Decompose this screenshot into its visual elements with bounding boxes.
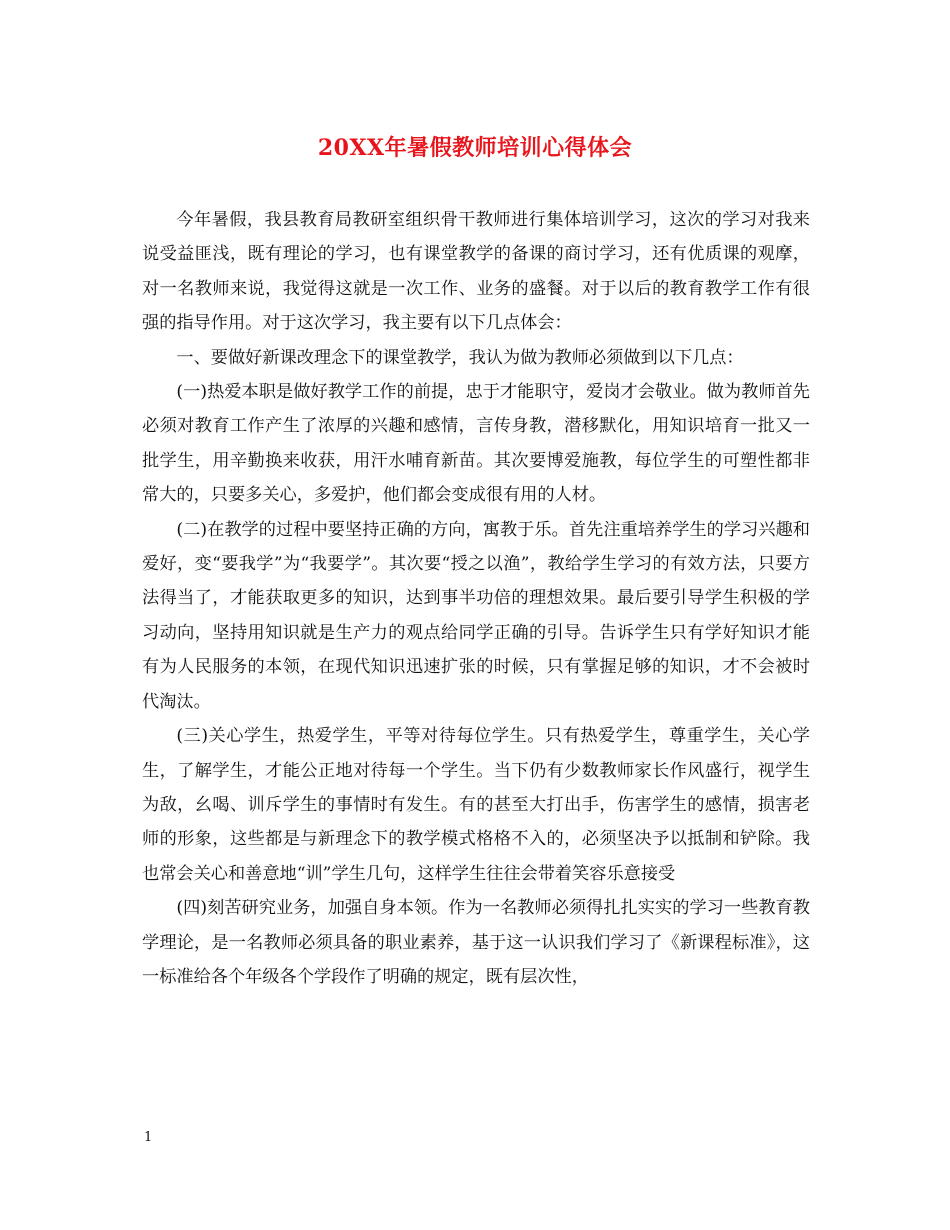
document-title: 20XX年暑假教师培训心得体会 — [317, 135, 633, 161]
page-number: 1 — [144, 1130, 153, 1145]
paragraph-point-three: (三)关心学生，热爱学生，平等对待每位学生。只有热爱学生，尊重学生，关心学生，了解学生，才能公正地对待每一个学生。当下仍有少数教师家长作风盛行，视学生为敌，幺喝、训斥学生的事情时有发生。有的甚至大打出手，伤害学生的感情，损害老师的形象，这些都是与新理念下的教学模式格格不入的，必须坚决予以抵制和铲除。我也常会关心和善意地“训”学生几句，这样学生往往会带着笑容乐意接受 — [142, 726, 810, 884]
paragraph-point-two: (二)在教学的过程中要坚持正确的方向，寓教于乐。首先注重培养学生的学习兴趣和爱好，变“要我学”为“我要学”。其次要“授之以渔”，教给学生学习的有效方法，只要方法得当了，才能获取更多的知识，达到事半功倍的理想效果。最后要引导学生积极的学习动向，坚持用知识就是生产力的观点给同学正确的引导。告诉学生只有学好知识才能有为人民服务的本领，在现代知识迅速扩张的时候，只有掌握足够的知识，才不会被时代淘汰。 — [142, 519, 810, 712]
paragraph-intro: 今年暑假，我县教育局教研室组织骨干教师进行集体培训学习，这次的学习对我来说受益匪浅，既有理论的学习，也有课堂教学的备课的商讨学习，还有优质课的观摩，对一名教师来说，我觉得这就是一次工作、业务的盛餐。对于以后的教育教学工作有很强的指导作用。对于这次学习，我主要有以下几点体会： — [142, 210, 810, 334]
paragraph-section-one: 一、要做好新课改理念下的课堂教学，我认为做为教师必须做到以下几点： — [176, 347, 744, 368]
document-body — [142, 203, 810, 994]
paragraph-point-one: (一)热爱本职是做好教学工作的前提，忠于才能职守，爱岗才会敬业。做为教师首先必须对教育工作产生了浓厚的兴趣和感情，言传身教，潜移默化，用知识培育一批又一批学生，用辛勤换来收获，用汗水哺育新苗。其次要博爱施教，每位学生的可塑性都非常大的，只要多关心，多爱护，他们都会变成很有用的人材。 — [142, 382, 810, 506]
paragraph-point-four: (四)刻苦研究业务，加强自身本领。作为一名教师必须得扎扎实实的学习一些教育教学理论，是一名教师必须具备的职业素养，基于这一认识我们学习了《新课程标准》，这一标准给各个年级各个学段作了明确的规定，既有层次性， — [142, 898, 810, 987]
